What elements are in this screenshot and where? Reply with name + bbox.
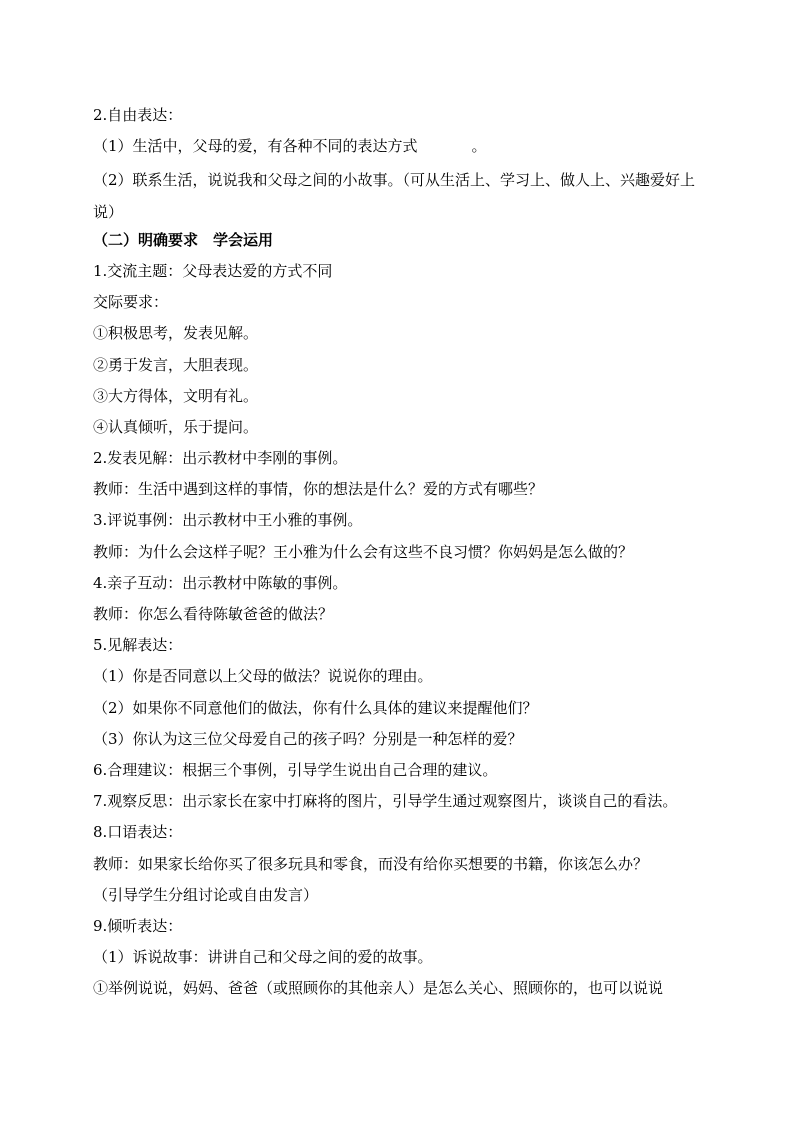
text-line: 6.合理建议：根据三个事例，引导学生说出自己合理的建议。 — [93, 760, 498, 779]
text-line: 教师：你怎么看待陈敏爸爸的做法？ — [93, 605, 334, 624]
text-line: 教师：为什么会这样子呢？王小雅为什么会有这些不良习惯？你妈妈是怎么做的？ — [93, 542, 634, 561]
document-body — [93, 103, 705, 1007]
text-line: 8.口语表达： — [93, 823, 183, 842]
text-line: （引导学生分组讨论或自由发言） — [93, 885, 319, 904]
list-item: ②勇于发言，大胆表现。 — [93, 355, 259, 374]
text-line: （3）你认为这三位父母爱自己的孩子吗？分别是一种怎样的爱？ — [93, 729, 523, 748]
text-line: 9.倾听表达： — [93, 916, 183, 935]
text-span: （1）生活中，父母的爱，有各种不同的表达方式 — [93, 137, 418, 156]
list-item: ①积极思考，发表见解。 — [93, 324, 259, 343]
text-paragraph: （2）联系生活，说说我和父母之间的小故事。（可从生活上、学习上、做人上、兴趣爱好上说） — [93, 171, 696, 221]
text-line — [93, 134, 705, 165]
list-item: ④认真倾听，乐于提问。 — [93, 417, 259, 436]
text-line: （1）你是否同意以上父母的做法？说说你的理由。 — [93, 667, 433, 686]
text-line: 教师：生活中遇到这样的事情，你的想法是什么？爱的方式有哪些？ — [93, 480, 544, 499]
section-heading: （二）明确要求 学会运用 — [93, 230, 274, 249]
text-line: 2.自由表达： — [93, 106, 183, 124]
list-item: ③大方得体，文明有礼。 — [93, 386, 259, 405]
text-line: 交际要求： — [93, 293, 169, 312]
text-span: 。 — [471, 137, 487, 156]
text-line: 7.观察反思：出示家长在家中打麻将的图片，引导学生通过观察图片，谈谈自己的看法。 — [93, 792, 678, 811]
text-line: （2）如果你不同意他们的做法，你有什么具体的建议来提醒他们？ — [93, 698, 538, 717]
text-line: ①举例说说，妈妈、爸爸（或照顾你的其他亲人）是怎么关心、照顾你的，也可以说说 — [93, 979, 664, 998]
text-line: （1）诉说故事：讲讲自己和父母之间的爱的故事。 — [93, 948, 433, 967]
text-line: 2.发表见解：出示教材中李刚的事例。 — [93, 449, 348, 468]
text-line: 3.评说事例：出示教材中王小雅的事例。 — [93, 511, 363, 530]
text-line: 教师：如果家长给你买了很多玩具和零食，而没有给你买想要的书籍，你该怎么办？ — [93, 854, 649, 873]
text-line: 1.交流主题：父母表达爱的方式不同 — [93, 261, 333, 280]
text-line: 4.亲子互动：出示教材中陈敏的事例。 — [93, 573, 348, 592]
text-line: 5.见解表达： — [93, 636, 183, 655]
